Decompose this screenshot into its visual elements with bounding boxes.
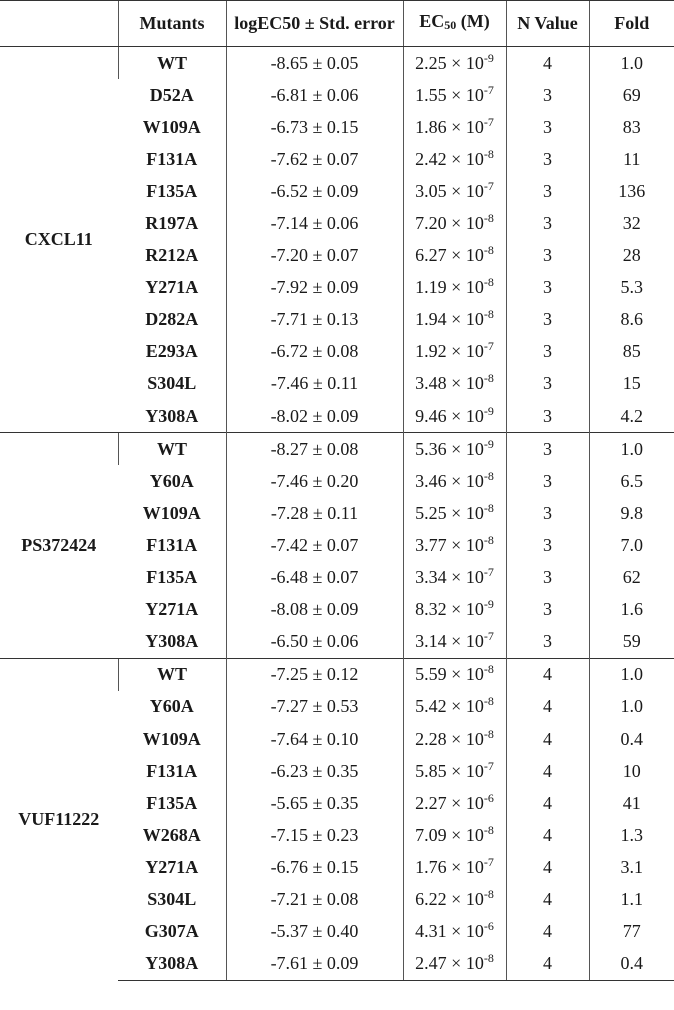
ec50-cell bbox=[403, 175, 506, 207]
ec50-exponent: -7 bbox=[483, 854, 494, 869]
fold-cell: 11 bbox=[589, 143, 674, 175]
ec50-mantissa: 1.76 × 10 bbox=[415, 856, 484, 877]
fold-cell: 136 bbox=[589, 175, 674, 207]
mutant-cell: WT bbox=[118, 47, 226, 80]
group-name-cell: VUF11222 bbox=[0, 658, 118, 980]
ec50-exponent: -8 bbox=[483, 886, 494, 901]
n-value-cell: 3 bbox=[506, 594, 589, 626]
n-value-cell: 3 bbox=[506, 111, 589, 143]
fold-cell: 62 bbox=[589, 562, 674, 594]
mutant-cell: E293A bbox=[145, 341, 198, 362]
fold-cell: 6.5 bbox=[589, 465, 674, 497]
mutant-cell: G307A bbox=[144, 921, 199, 942]
n-value-cell: 4 bbox=[506, 948, 589, 981]
ec50-exponent: -8 bbox=[483, 371, 494, 386]
ec50-mantissa: 2.28 × 10 bbox=[415, 728, 484, 749]
ec50-cell bbox=[403, 755, 506, 787]
logec50-cell: -7.21 ± 0.08 bbox=[226, 883, 403, 915]
n-value-cell: 4 bbox=[506, 658, 589, 691]
ec50-exponent: -7 bbox=[483, 114, 494, 129]
header-ec50 bbox=[403, 1, 506, 47]
mutant-cell: F131A bbox=[146, 534, 198, 555]
fold-cell: 1.0 bbox=[589, 691, 674, 723]
fold-cell: 3.1 bbox=[589, 851, 674, 883]
n-value-cell: 4 bbox=[506, 851, 589, 883]
ec50-exponent: -8 bbox=[483, 211, 494, 226]
fold-cell: 5.3 bbox=[589, 272, 674, 304]
fold-cell: 77 bbox=[589, 916, 674, 948]
ec50-mantissa: 2.27 × 10 bbox=[415, 792, 484, 813]
ec50-mantissa: 2.25 × 10 bbox=[415, 52, 484, 73]
mutant-cell: Y308A bbox=[145, 405, 199, 426]
ec50-mantissa: 9.46 × 10 bbox=[415, 405, 484, 426]
ec50-mantissa: 3.34 × 10 bbox=[415, 567, 484, 588]
ec50-exponent: -8 bbox=[483, 662, 494, 677]
ec50-exponent: -8 bbox=[483, 822, 494, 837]
logec50-cell: -7.62 ± 0.07 bbox=[226, 143, 403, 175]
logec50-cell: -6.48 ± 0.07 bbox=[226, 562, 403, 594]
ec50-mantissa: 5.85 × 10 bbox=[415, 760, 484, 781]
logec50-cell: -7.64 ± 0.10 bbox=[226, 723, 403, 755]
ec50-exponent: -9 bbox=[483, 597, 494, 612]
logec50-cell: -7.92 ± 0.09 bbox=[226, 272, 403, 304]
logec50-cell: -6.50 ± 0.06 bbox=[226, 626, 403, 659]
header-ec50-unit: (M) bbox=[456, 11, 490, 31]
mutant-cell: F135A bbox=[146, 180, 198, 201]
table-header bbox=[0, 1, 674, 47]
ec50-cell bbox=[403, 497, 506, 529]
fold-cell: 69 bbox=[589, 79, 674, 111]
fold-cell: 4.2 bbox=[589, 400, 674, 433]
n-value-cell: 3 bbox=[506, 497, 589, 529]
n-value-cell: 3 bbox=[506, 143, 589, 175]
n-value-cell: 3 bbox=[506, 79, 589, 111]
logec50-cell: -7.28 ± 0.11 bbox=[226, 497, 403, 529]
mutant-cell: R197A bbox=[145, 213, 199, 234]
table-row bbox=[0, 658, 674, 691]
ec50-cell bbox=[403, 465, 506, 497]
logec50-cell: -6.73 ± 0.15 bbox=[226, 111, 403, 143]
logec50-cell: -7.15 ± 0.23 bbox=[226, 819, 403, 851]
mutant-cell: Y60A bbox=[149, 470, 194, 491]
ec50-exponent: -8 bbox=[483, 532, 494, 547]
ec50-mantissa: 5.25 × 10 bbox=[415, 502, 484, 523]
ec50-cell bbox=[403, 626, 506, 659]
ec50-mantissa: 5.36 × 10 bbox=[415, 438, 484, 459]
fold-cell: 1.0 bbox=[589, 433, 674, 466]
ec50-cell bbox=[403, 691, 506, 723]
fold-cell: 1.0 bbox=[589, 47, 674, 80]
mutant-cell: W268A bbox=[142, 824, 201, 845]
mutant-cell: Y271A bbox=[145, 599, 199, 620]
mutant-cell: Y60A bbox=[149, 696, 194, 717]
ec50-mantissa: 1.86 × 10 bbox=[415, 116, 484, 137]
n-value-cell: 3 bbox=[506, 175, 589, 207]
ec50-cell bbox=[403, 400, 506, 433]
logec50-cell: -7.42 ± 0.07 bbox=[226, 529, 403, 561]
ec50-mantissa: 7.09 × 10 bbox=[415, 824, 484, 845]
n-value-cell: 3 bbox=[506, 272, 589, 304]
fold-cell: 59 bbox=[589, 626, 674, 659]
mutant-cell: Y308A bbox=[145, 631, 199, 652]
n-value-cell: 4 bbox=[506, 47, 589, 80]
ec50-mantissa: 3.14 × 10 bbox=[415, 631, 484, 652]
header-mutants: Mutants bbox=[118, 1, 226, 47]
mutant-cell: WT bbox=[118, 433, 226, 466]
logec50-cell: -7.71 ± 0.13 bbox=[226, 304, 403, 336]
fold-cell: 1.3 bbox=[589, 819, 674, 851]
mutant-cell: S304L bbox=[147, 888, 197, 909]
fold-cell: 9.8 bbox=[589, 497, 674, 529]
n-value-cell: 3 bbox=[506, 368, 589, 400]
ec50-exponent: -9 bbox=[483, 50, 494, 65]
ec50-exponent: -8 bbox=[483, 500, 494, 515]
n-value-cell: 3 bbox=[506, 562, 589, 594]
ec50-mantissa: 6.27 × 10 bbox=[415, 245, 484, 266]
ec50-exponent: -8 bbox=[483, 146, 494, 161]
ec50-cell bbox=[403, 240, 506, 272]
ec50-cell bbox=[403, 948, 506, 981]
logec50-cell: -7.46 ± 0.11 bbox=[226, 368, 403, 400]
mutant-cell: W109A bbox=[142, 116, 201, 137]
ec50-cell bbox=[403, 111, 506, 143]
logec50-cell: -6.76 ± 0.15 bbox=[226, 851, 403, 883]
ec50-mantissa: 2.42 × 10 bbox=[415, 148, 484, 169]
fold-cell: 15 bbox=[589, 368, 674, 400]
n-value-cell: 4 bbox=[506, 691, 589, 723]
fold-cell: 1.1 bbox=[589, 883, 674, 915]
ec50-exponent: -8 bbox=[483, 694, 494, 709]
ec50-exponent: -8 bbox=[483, 275, 494, 290]
ec50-exponent: -7 bbox=[483, 758, 494, 773]
ec50-mantissa: 3.77 × 10 bbox=[415, 534, 484, 555]
ec50-cell bbox=[403, 658, 506, 691]
mutant-cell: D52A bbox=[149, 84, 194, 105]
ec50-exponent: -7 bbox=[483, 178, 494, 193]
fold-cell: 7.0 bbox=[589, 529, 674, 561]
n-value-cell: 3 bbox=[506, 207, 589, 239]
ec50-cell bbox=[403, 143, 506, 175]
logec50-cell: -8.08 ± 0.09 bbox=[226, 594, 403, 626]
ec50-cell bbox=[403, 562, 506, 594]
ec50-cell bbox=[403, 272, 506, 304]
ec50-mantissa: 1.94 × 10 bbox=[415, 309, 484, 330]
n-value-cell: 4 bbox=[506, 883, 589, 915]
ec50-cell bbox=[403, 723, 506, 755]
group-name-cell: CXCL11 bbox=[0, 47, 118, 433]
mutant-cell: W109A bbox=[142, 502, 201, 523]
fold-cell: 83 bbox=[589, 111, 674, 143]
fold-cell: 10 bbox=[589, 755, 674, 787]
ec50-exponent: -8 bbox=[483, 726, 494, 741]
mutant-cell: F135A bbox=[146, 792, 198, 813]
n-value-cell: 3 bbox=[506, 626, 589, 659]
ec50-cell bbox=[403, 47, 506, 80]
ec50-exponent: -7 bbox=[483, 565, 494, 580]
ec50-cell bbox=[403, 851, 506, 883]
ec50-exponent: -6 bbox=[483, 790, 494, 805]
fold-cell: 1.6 bbox=[589, 594, 674, 626]
n-value-cell: 3 bbox=[506, 304, 589, 336]
ec50-exponent: -8 bbox=[483, 468, 494, 483]
ec50-cell bbox=[403, 916, 506, 948]
mutant-cell: Y271A bbox=[145, 856, 199, 877]
header-ec50-subscript: 50 bbox=[444, 18, 457, 32]
fold-cell: 0.4 bbox=[589, 948, 674, 981]
logec50-cell: -7.20 ± 0.07 bbox=[226, 240, 403, 272]
n-value-cell: 4 bbox=[506, 755, 589, 787]
ec50-mantissa: 8.32 × 10 bbox=[415, 599, 484, 620]
ec50-exponent: -9 bbox=[483, 403, 494, 418]
n-value-cell: 3 bbox=[506, 529, 589, 561]
logec50-cell: -8.27 ± 0.08 bbox=[226, 433, 403, 466]
n-value-cell: 4 bbox=[506, 819, 589, 851]
table-row bbox=[0, 47, 674, 80]
fold-cell: 8.6 bbox=[589, 304, 674, 336]
mutant-cell: F131A bbox=[146, 148, 198, 169]
ec50-mantissa: 1.92 × 10 bbox=[415, 341, 484, 362]
ec50-cell bbox=[403, 207, 506, 239]
n-value-cell: 4 bbox=[506, 787, 589, 819]
fold-cell: 85 bbox=[589, 336, 674, 368]
logec50-cell: -7.25 ± 0.12 bbox=[226, 658, 403, 691]
logec50-cell: -7.14 ± 0.06 bbox=[226, 207, 403, 239]
ec50-cell bbox=[403, 79, 506, 111]
ec50-exponent: -8 bbox=[483, 243, 494, 258]
mutant-cell: Y271A bbox=[145, 277, 199, 298]
ec50-mantissa: 1.19 × 10 bbox=[415, 277, 484, 298]
mutant-cell: WT bbox=[118, 658, 226, 691]
logec50-cell: -6.72 ± 0.08 bbox=[226, 336, 403, 368]
n-value-cell: 3 bbox=[506, 336, 589, 368]
ec50-cell bbox=[403, 594, 506, 626]
ec50-exponent: -7 bbox=[483, 339, 494, 354]
ec50-exponent: -7 bbox=[483, 629, 494, 644]
fold-cell: 0.4 bbox=[589, 723, 674, 755]
ec50-exponent: -8 bbox=[483, 951, 494, 966]
ec50-cell bbox=[403, 529, 506, 561]
n-value-cell: 3 bbox=[506, 465, 589, 497]
header-logec50: logEC50 ± Std. error bbox=[226, 1, 403, 47]
fold-cell: 41 bbox=[589, 787, 674, 819]
ec50-mantissa: 1.55 × 10 bbox=[415, 84, 484, 105]
mutant-cell: S304L bbox=[147, 373, 197, 394]
header-ec50-main: EC bbox=[419, 11, 445, 31]
ec50-mantissa: 2.47 × 10 bbox=[415, 953, 484, 974]
ec50-cell bbox=[403, 304, 506, 336]
logec50-cell: -5.37 ± 0.40 bbox=[226, 916, 403, 948]
table-body bbox=[0, 47, 674, 981]
ec50-cell bbox=[403, 336, 506, 368]
fold-cell: 1.0 bbox=[589, 658, 674, 691]
ec50-mantissa: 7.20 × 10 bbox=[415, 213, 484, 234]
ec50-mantissa: 5.59 × 10 bbox=[415, 664, 484, 685]
fold-cell: 28 bbox=[589, 240, 674, 272]
mutant-cell: R212A bbox=[145, 245, 199, 266]
logec50-cell: -7.61 ± 0.09 bbox=[226, 948, 403, 981]
mutant-cell: Y308A bbox=[118, 948, 226, 981]
logec50-cell: -8.65 ± 0.05 bbox=[226, 47, 403, 80]
group-name-cell: PS372424 bbox=[0, 433, 118, 659]
ec50-cell bbox=[403, 883, 506, 915]
ec50-cell bbox=[403, 368, 506, 400]
n-value-cell: 3 bbox=[506, 240, 589, 272]
ec50-exponent: -7 bbox=[483, 82, 494, 97]
header-fold: Fold bbox=[589, 1, 674, 47]
ec50-mantissa: 3.05 × 10 bbox=[415, 180, 484, 201]
logec50-cell: -6.23 ± 0.35 bbox=[226, 755, 403, 787]
mutant-cell: D282A bbox=[145, 309, 199, 330]
header-row bbox=[0, 1, 674, 47]
header-n-value: N Value bbox=[506, 1, 589, 47]
ec50-mantissa: 3.46 × 10 bbox=[415, 470, 484, 491]
n-value-cell: 4 bbox=[506, 723, 589, 755]
ec50-exponent: -8 bbox=[483, 307, 494, 322]
n-value-cell: 4 bbox=[506, 916, 589, 948]
logec50-cell: -6.52 ± 0.09 bbox=[226, 175, 403, 207]
ec50-mantissa: 5.42 × 10 bbox=[415, 696, 484, 717]
n-value-cell: 3 bbox=[506, 433, 589, 466]
logec50-cell: -6.81 ± 0.06 bbox=[226, 79, 403, 111]
fold-cell: 32 bbox=[589, 207, 674, 239]
logec50-cell: -8.02 ± 0.09 bbox=[226, 400, 403, 433]
n-value-cell: 3 bbox=[506, 400, 589, 433]
ec50-cell bbox=[403, 787, 506, 819]
ec50-mantissa: 4.31 × 10 bbox=[415, 921, 484, 942]
logec50-cell: -7.27 ± 0.53 bbox=[226, 691, 403, 723]
logec50-cell: -7.46 ± 0.20 bbox=[226, 465, 403, 497]
ec50-mantissa: 6.22 × 10 bbox=[415, 888, 484, 909]
ec50-mantissa: 3.48 × 10 bbox=[415, 373, 484, 394]
ec50-exponent: -6 bbox=[483, 919, 494, 934]
mutant-cell: F135A bbox=[146, 567, 198, 588]
logec50-cell: -5.65 ± 0.35 bbox=[226, 787, 403, 819]
header-group bbox=[0, 1, 118, 47]
ec50-cell bbox=[403, 819, 506, 851]
table-row bbox=[0, 433, 674, 466]
mutant-cell: F131A bbox=[146, 760, 198, 781]
ec50-exponent: -9 bbox=[483, 436, 494, 451]
ec50-cell bbox=[403, 433, 506, 466]
mutant-cell: W109A bbox=[142, 728, 201, 749]
